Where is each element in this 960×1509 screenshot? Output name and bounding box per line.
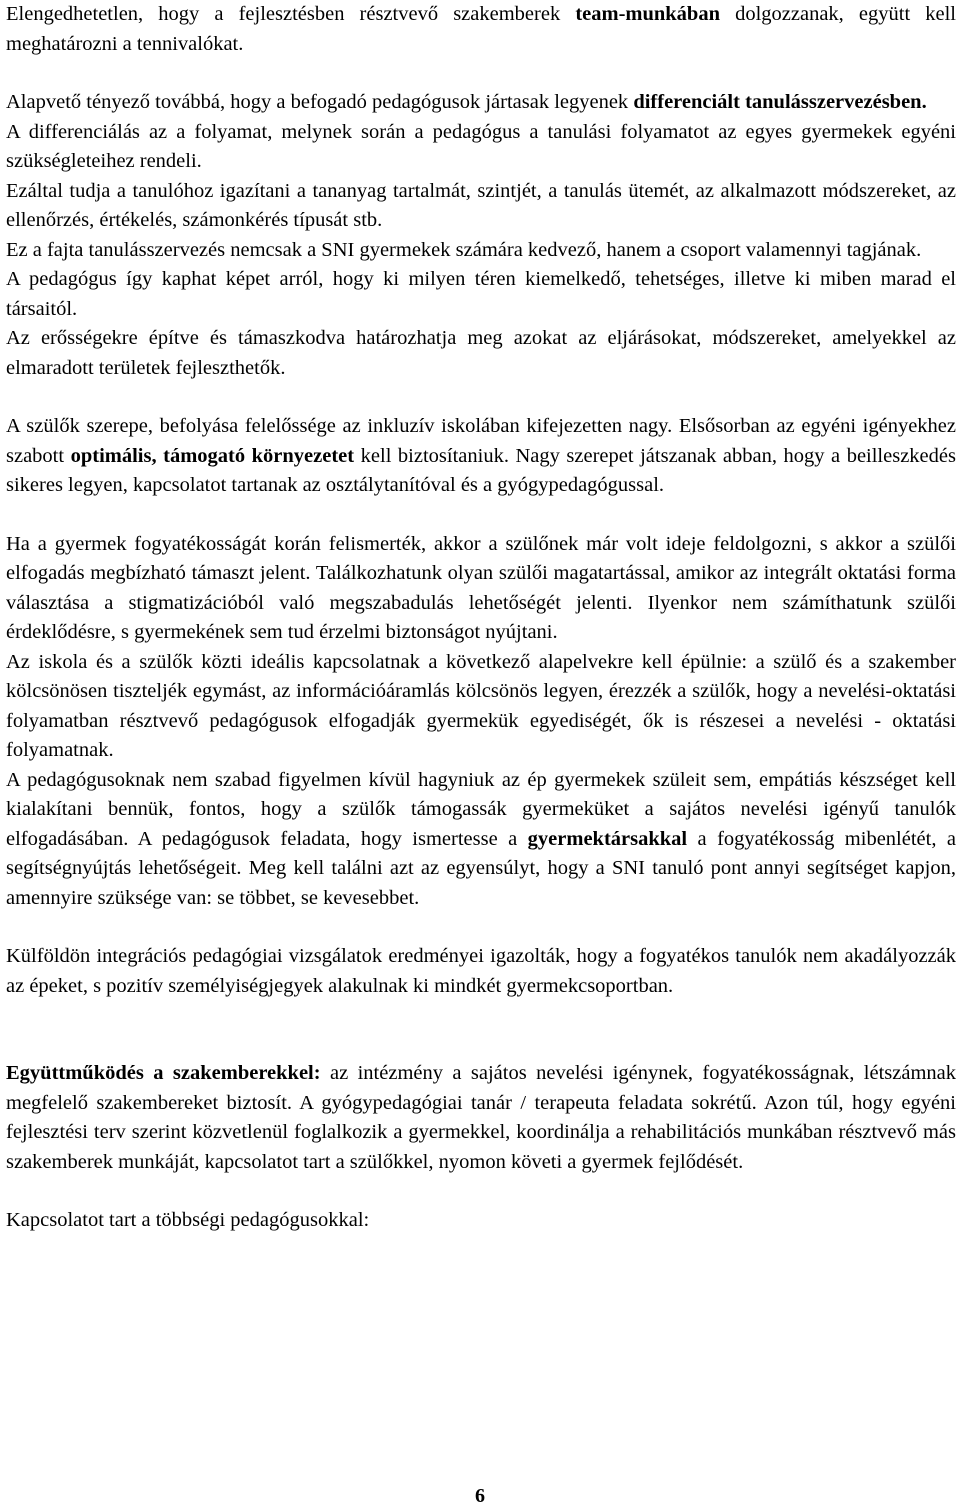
paragraph-early-recognition: Ha a gyermek fogyatékosságát korán felismerték, akkor a szülőnek már volt ideje feldolgozni, s akkor a szülői elfogadás megbízható támaszt jelent. Találkozhatunk olyan szülői magatartással, amikor az integrált oktatási forma választása a stigmatizációból való megszabadulás lehetőségét jelenti. Ilyenkor nem számíthatunk szülői érdeklődésre, s gyermekének sem tud érzelmi biztonságot nyújtani. (6, 532, 956, 643)
spacer (6, 59, 956, 88)
spacer (6, 501, 956, 530)
paragraph-cooperation-specialists: Együttműködés a szakemberekkel: az intézmény a sajátos nevelési igénynek, fogyatékosságnak, létszámnak megfelelő szakembereket biztosít. A gyógypedagógiai tanár / terapeuta feladata sokrétű. Azon túl, hogy egyéni fejlesztési terv szerint közvetlenül foglalkozik a gyermekkel, koordinálja a rehabilitációs munkában résztvevő más szakemberek munkáját, kapcsolatot tart a szülőkkel, nyomon követi a gyermek fejlődését. (6, 1062, 956, 1173)
paragraph-foreign-studies: Külföldön integrációs pedagógiai vizsgálatok eredményei igazolták, hogy a fogyatékos tanulók nem akadályozzák az épeket, s pozitív személyiségjegyek alakulnak ki mindkét gyermekcsoportban. (6, 945, 956, 997)
spacer (6, 913, 956, 942)
paragraph-adaptation: Ezáltal tudja a tanulóhoz igazítani a tananyag tartalmát, szintjét, a tanulás ütemét, az alkalmazott módszereket, az ellenőrzés, értékelés, számonkérés típusát stb. (6, 179, 956, 231)
paragraph-healthy-children-parents: A pedagógusoknak nem szabad figyelmen kívül hagyniuk az ép gyermekek szüleit sem, empátiás készséget kell kialakítani bennük, fontos, hogy a szülők támogassák gyermeküket a sajátos nevelési igényű tanulók elfogadásában. A pedagógusok feladata, hogy ismertesse a gyermektársakkal a fogyatékosság mibenlétét, a segítségnyújtás lehetőségeit. Meg kell találni azt az egyensúlyt, hogy a SNI tanuló pont annyi segítséget kapjon, amennyire szüksége van: se többet, se kevesebbet. (6, 768, 956, 909)
paragraph-strengths: Az erősségekre építve és támaszkodva határozhatja meg azokat az eljárásokat, módszereket, amelyekkel az elmaradott területek fejleszthetők. (6, 327, 956, 379)
spacer (6, 383, 956, 412)
paragraph-contact-teachers: Kapcsolatot tart a többségi pedagógusokkal: (6, 1209, 370, 1231)
document-page (6, 0, 956, 1236)
paragraph-differentiation-definition: A differenciálás az a folyamat, melynek során a pedagógus a tanulási folyamatot az egyes gyermekek egyéni szükségleteihez rendeli. (6, 120, 956, 172)
paragraph-parents-role: A szülők szerepe, befolyása felelőssége az inkluzív iskolában kifejezetten nagy. Elsősorban az egyéni igényekhez szabott optimális, támogató környezetet kell biztosítaniuk. Nagy szerepet játszanak abban, hogy a beilleszkedés sikeres legyen, kapcsolatot tartanak az osztálytanítóval és a gyógypedagógussal. (6, 415, 956, 496)
paragraph-teacher-picture: A pedagógus így kaphat képet arról, hogy ki milyen téren kiemelkedő, tehetséges, illetve ki miben marad el társaitól. (6, 268, 956, 320)
bold-team-work: team-munkában (575, 3, 720, 25)
paragraph-sni-benefit: Ez a fajta tanulásszervezés nemcsak a SNI gyermekek számára kedvező, hanem a csoport valamennyi tagjának. (6, 238, 922, 261)
paragraph-differentiated: Alapvető tényező továbbá, hogy a befogadó pedagógusok jártasak legyenek differenciált tanulásszervezésben. (6, 91, 927, 113)
bold-optimal-environment: optimális, támogató környezetet (70, 444, 355, 467)
bold-differentiated: differenciált tanulásszervezésben. (633, 91, 927, 113)
page-number: 6 (475, 1485, 485, 1507)
spacer (6, 1177, 956, 1206)
paragraph-school-parent-relation: Az iskola és a szülők közti ideális kapcsolatnak a következő alapelvekre kell épülnie: a szülő és a szakember kölcsönösen tiszteljék egymást, az információáramlás kölcsönös legyen, érezzék a szülők, hogy a nevelési-oktatási folyamatban résztvevő pedagógusok elfogadják gyermekük egyediségét, ők is részesei a nevelési - oktatási folyamatnak. (6, 650, 956, 761)
paragraph-team-work: Elengedhetetlen, hogy a fejlesztésben résztvevő szakemberek team-munkában dolgozzanak, együtt kell meghatározni a tennivalókat. (6, 3, 956, 55)
bold-cooperation-heading: Együttműködés a szakemberekkel: (6, 1062, 321, 1084)
bold-peers: gyermektársakkal (527, 827, 688, 850)
spacer (6, 1001, 956, 1059)
